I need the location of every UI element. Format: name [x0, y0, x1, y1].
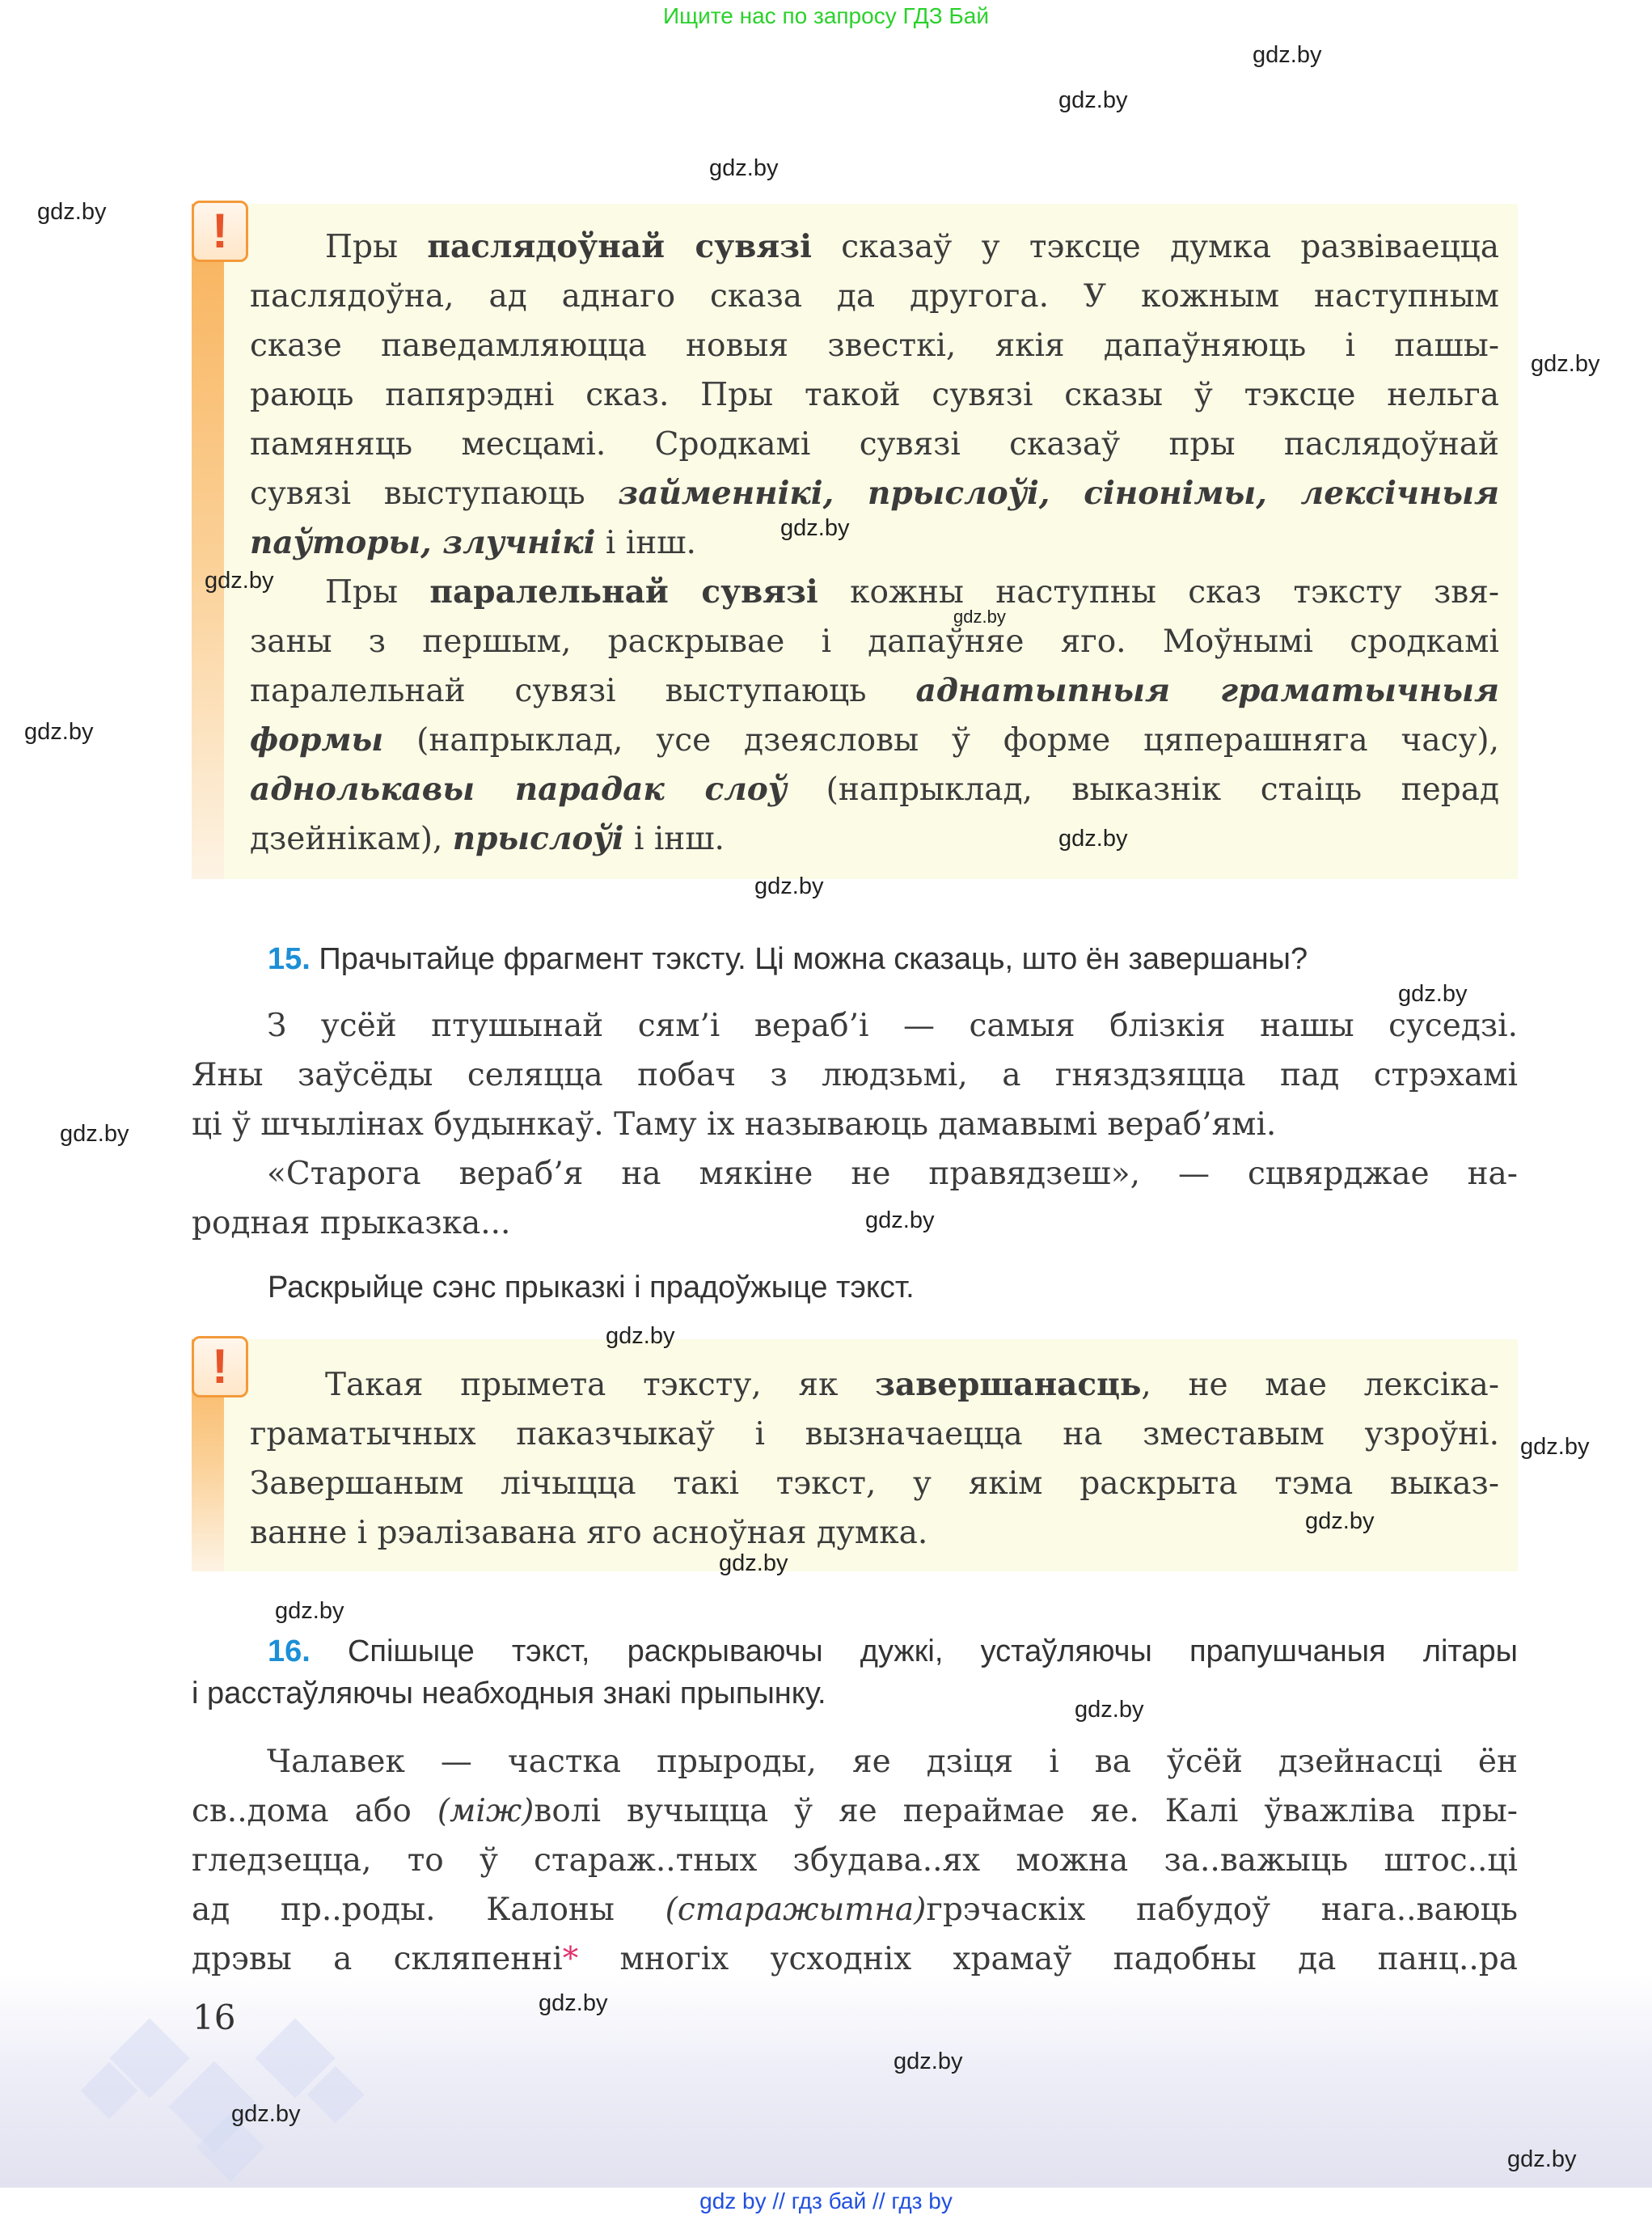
instruction-line-1 [192, 1630, 1518, 1672]
task-16-passage [192, 1737, 1518, 1984]
text-segment: грэчаскіх пабудоў нага..ваюць [926, 1892, 1518, 1928]
text-line [250, 420, 1499, 469]
watermark: gdz.by [37, 199, 107, 225]
text-segment: гледзецца, то ў стараж..тных збудава..ях можна за..важыць штос..ці [192, 1842, 1518, 1879]
text-line [250, 370, 1499, 420]
watermark: gdz.by [60, 1121, 129, 1147]
text-segment: граматычных паказчыкаў і вызначаецца на зместавым узроўні. [250, 1416, 1499, 1452]
watermark: gdz.by [1520, 1434, 1590, 1460]
text-segment: , не мае лексіка- [1141, 1367, 1499, 1403]
emphasis-term: аднолькавы парадак слоў [250, 771, 788, 808]
watermark: gdz.by [231, 2101, 301, 2127]
text-line [192, 1051, 1518, 1100]
watermark: gdz.by [1058, 826, 1128, 852]
page-number: 16 [192, 1998, 236, 2037]
text-segment: св..дома або [192, 1793, 437, 1829]
text-segment: ванне і рэалізавана яго асноўная думка. [250, 1515, 928, 1551]
text-segment: многіх усходніх храмаў падобны да панц..ра [578, 1941, 1518, 1977]
text-segment: сказе паведамляюцца новыя звесткі, якія дапаўняюць і пашы- [250, 328, 1499, 364]
footnote-asterisk: * [562, 1941, 579, 1977]
text-line [250, 716, 1499, 765]
watermark: gdz.by [275, 1598, 344, 1624]
text-line [250, 666, 1499, 716]
text-line [250, 765, 1499, 814]
watermark: gdz.by [1507, 2146, 1577, 2172]
text-line [192, 1786, 1518, 1836]
text-segment: заны з першым, раскрывае і дапаўняе яго. Моўнымі сродкамі [250, 624, 1499, 660]
task-15-followup: Раскрыйце сэнс прыказкі і прадоўжыце тэкст. [268, 1271, 915, 1304]
text-segment: дзейнікам), [250, 821, 453, 857]
watermark: gdz.by [865, 1207, 935, 1233]
text-segment: Чалавек — частка прыроды, яе дзіця і ва ўсёй дзейнасці ён [267, 1744, 1518, 1780]
watermark: gdz.by [539, 1990, 608, 2016]
watermark: gdz.by [1305, 1508, 1375, 1534]
instruction-line-2: і расстаўляючы неабходныя знакі прыпынку. [192, 1676, 826, 1710]
text-segment: З усёй птушынай сям’і вераб’і — самыя блізкія нашы суседзі. [267, 1008, 1518, 1044]
text-segment: сувязі выступаюць [250, 476, 619, 512]
text-line [192, 1737, 1518, 1786]
search-note: Ищите нас по запросу ГДЗ Бай [662, 3, 990, 28]
footer-band [0, 1973, 1652, 2188]
instruction-text: Спішыце тэкст, раскрываючы дужкі, устаўляючы прапушчаныя літары [347, 1634, 1518, 1668]
watermark: gdz.by [1398, 981, 1468, 1007]
text-line [192, 1001, 1518, 1051]
watermark: gdz.by [719, 1550, 788, 1576]
text-segment: ад пр..роды. Калоны [192, 1892, 665, 1928]
watermark: gdz.by [24, 719, 94, 745]
emphasis-term: (між) [437, 1793, 534, 1829]
text-segment: «Старога вераб’я на мякіне не правядзеш», — сцвярджае на- [267, 1156, 1518, 1192]
text-line [192, 1836, 1518, 1885]
text-segment: родная прыказка... [192, 1205, 511, 1241]
watermark: gdz.by [754, 873, 824, 899]
task-instruction: Прачытайце фрагмент тэксту. Ці можна сказаць, што ён завершаны? [319, 942, 1308, 976]
text-line [192, 1100, 1518, 1149]
text-segment: Пры [325, 229, 428, 265]
text-line [250, 321, 1499, 370]
text-line [192, 1149, 1518, 1199]
watermark: gdz.by [1058, 87, 1128, 113]
text-line [250, 814, 1499, 864]
emphasis-term: займеннікі, прыслоўі, сінонімы, лексічныя [618, 475, 1499, 512]
text-segment: памяняць месцамі. Сродкамі сувязі сказаў пры паслядоўнай [250, 426, 1499, 463]
watermark: gdz.by [780, 515, 850, 541]
watermark: gdz.by [894, 2049, 963, 2074]
text-line [250, 617, 1499, 666]
text-segment: (напрыклад, усе дзеясловы ў форме цяперашняга часу), [383, 722, 1499, 759]
text-segment: і інш. [595, 525, 696, 561]
box1-text [250, 222, 1499, 864]
task-16-instruction [192, 1630, 1518, 1715]
task-15-passage [192, 1001, 1518, 1248]
task-number: 15. [268, 942, 311, 976]
text-segment: ці ў шчылінах будынкаў. Таму іх называюць дамавымі вераб’ямі. [192, 1106, 1277, 1143]
exclamation-icon: ! [192, 1336, 248, 1397]
exclamation-icon: ! [192, 201, 248, 262]
watermark: gdz.by [606, 1323, 675, 1349]
emphasis-term: прыслоўі [452, 820, 624, 857]
emphasis-term: паралельнай сувязі [429, 573, 818, 611]
watermark: gdz.by [709, 155, 779, 181]
text-segment: кожны наступны сказ тэксту звя- [818, 574, 1499, 611]
text-line [250, 568, 1499, 617]
watermark: gdz.by [953, 607, 1006, 627]
text-line [250, 1410, 1499, 1459]
emphasis-term: паслядоўнай сувязі [427, 228, 812, 265]
emphasis-term: формы [250, 721, 384, 759]
watermark: gdz.by [1075, 1697, 1144, 1723]
watermark: gdz.by [1531, 351, 1600, 377]
emphasis-term: завершанасць [875, 1366, 1142, 1403]
task-15-instruction [268, 938, 1518, 980]
footer-links[interactable]: gdz by // гдз бай // гдз by [699, 2188, 953, 2213]
text-segment: паралельнай сувязі выступаюць [250, 673, 916, 709]
text-line [250, 518, 1499, 568]
text-segment: Такая прымета тэксту, як [325, 1367, 876, 1403]
text-segment: паслядоўна, ад аднаго сказа да другога. У кожным наступным [250, 278, 1499, 315]
watermark: gdz.by [205, 568, 274, 594]
box-accent-bar [192, 204, 224, 879]
text-segment: (напрыклад, выказнік стаіць перад [787, 772, 1499, 808]
emphasis-term: (старажытна) [665, 1892, 927, 1928]
text-segment: волі вучыцца ў яе пераймае яе. Калі ўважліва пры- [534, 1793, 1518, 1829]
text-line [192, 1199, 1518, 1248]
watermark: gdz.by [1253, 42, 1322, 68]
text-line [250, 272, 1499, 321]
text-segment: Пры [325, 574, 430, 611]
text-line [250, 222, 1499, 272]
emphasis-term: аднатыпныя граматычныя [915, 672, 1499, 709]
text-segment: раюць папярэдні сказ. Пры такой сувязі сказы ў тэксце нельга [250, 377, 1499, 413]
text-line [250, 469, 1499, 518]
text-line [192, 1885, 1518, 1934]
text-segment: Яны заўсёды селяцца побач з людзьмі, а гняздзяцца пад стрэхамі [192, 1057, 1518, 1093]
text-line [250, 1360, 1499, 1410]
text-segment: і інш. [623, 821, 725, 857]
text-segment: дрэвы а скляпенні [192, 1941, 563, 1977]
text-line [250, 1459, 1499, 1508]
task-number: 16. [268, 1634, 311, 1668]
text-segment: Завершаным лічыцца такі тэкст, у якім раскрыта тэма выказ- [250, 1465, 1499, 1502]
text-line [192, 1934, 1518, 1984]
emphasis-term: паўторы, злучнікі [250, 524, 596, 561]
text-segment: сказаў у тэксце думка развіваецца [811, 229, 1500, 265]
